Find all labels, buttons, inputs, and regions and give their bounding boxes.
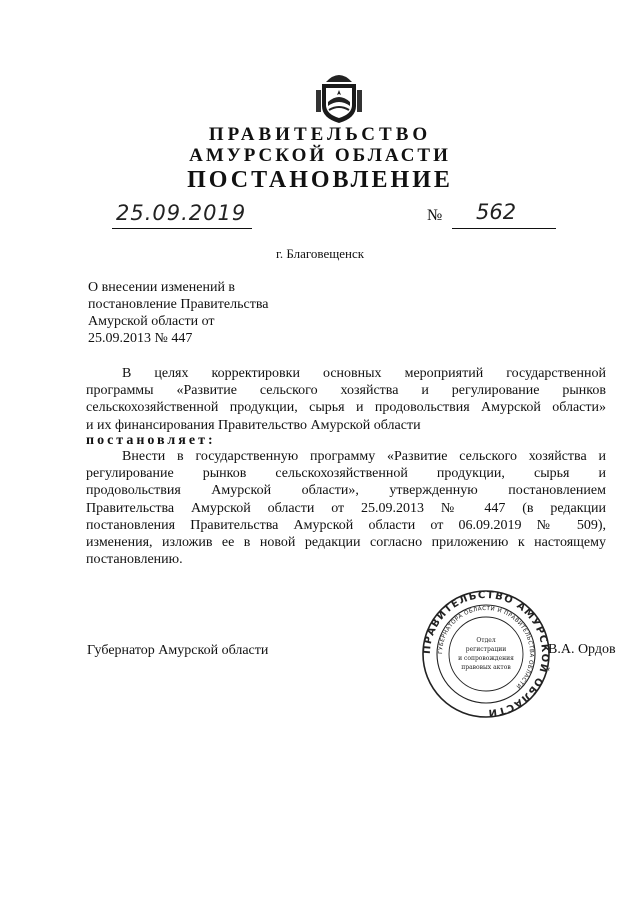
stamp-center-line: регистрации [465, 646, 507, 653]
preamble-paragraph [86, 365, 606, 434]
paragraph-line: изменения, изложив ее в новой редакции согласно приложению к настоящему [86, 534, 606, 550]
paragraph-line: регулирование рынков сельскохозяйственной продукции, сырья и [86, 466, 606, 482]
subject-line: постановление Правительства [88, 297, 269, 312]
subject-line: 25.09.2013 № 447 [88, 331, 193, 346]
paragraph-line: Внести в государственную программу «Развитие сельского хозяйства и [122, 449, 606, 464]
paragraph-line: и их финансирования Правительство Амурской области [86, 417, 421, 433]
resolve-statement: постановляет: [86, 433, 216, 448]
subject-line: Амурской области от [88, 314, 215, 329]
document-subject [88, 279, 268, 347]
city: г. Благовещенск [275, 246, 365, 261]
signatory-name: В.А. Ордов [548, 642, 616, 657]
document-date: 25.09.2019 [116, 201, 247, 225]
resolution-paragraph [86, 448, 606, 568]
region-title: АМУРСКОЙ ОБЛАСТИ [189, 145, 451, 166]
signatory-position: Губернатор Амурской области [87, 643, 269, 658]
stamp-center-line: правовых актов [461, 664, 511, 671]
stamp-inner-text: ГУБЕРНАТОРА ОБЛАСТИ И ПРАВИТЕЛЬСТВА ОБЛАСТИ [437, 605, 535, 690]
stamp-center-line: Отдел [476, 637, 496, 644]
paragraph-line: постановлению. [86, 552, 183, 568]
number-label: № [427, 207, 443, 224]
stamp-outer-text: ПРАВИТЕЛЬСТВО АМУРСКОЙ ОБЛАСТИ [421, 589, 551, 719]
date-underline [112, 228, 252, 229]
document-type-title: ПОСТАНОВЛЕНИЕ [187, 167, 453, 193]
number-underline [452, 228, 556, 229]
paragraph-line: постановления Правительства Амурской области от 06.09.2019 № 509), [86, 517, 606, 533]
paragraph-line: продовольствия Амурской области», утвержденную постановлением [86, 483, 606, 499]
document-number: 562 [476, 200, 517, 224]
paragraph-line: Правительства Амурской области от 25.09.2013 № 447 (в редакции [86, 500, 606, 516]
subject-line: О внесении изменений в [88, 280, 236, 295]
paragraph-line: сельскохозяйственной продукции, сырья и продовольствия Амурской области» [86, 400, 606, 416]
coat-of-arms-emblem [316, 68, 362, 124]
registration-stamp [420, 588, 552, 720]
paragraph-line: В целях корректировки основных мероприятий государственной [122, 366, 606, 381]
paragraph-line: программы «Развитие сельского хозяйства и регулирование рынков [86, 383, 606, 399]
government-title: ПРАВИТЕЛЬСТВО [208, 124, 432, 145]
stamp-center-line: и сопровождения [458, 655, 514, 662]
